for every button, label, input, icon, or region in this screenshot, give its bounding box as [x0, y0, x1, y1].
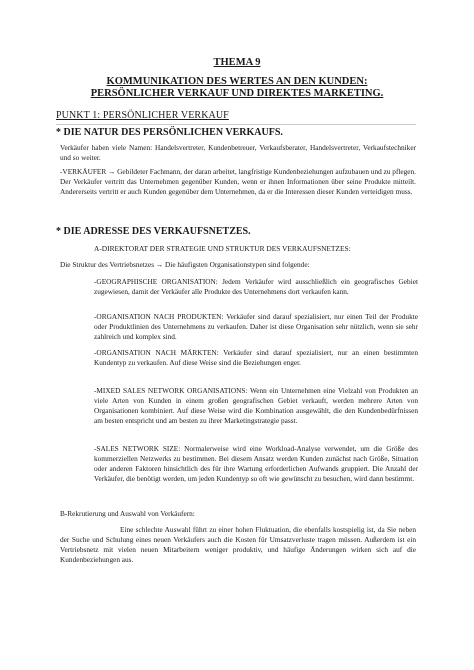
- section-heading-adresse: * DIE ADRESSE DES VERKAUFSNETZES.: [56, 226, 251, 237]
- paragraph-verkaeufer: -VERKÄUFER → Gebildeter Fachmann, der daran arbeitet, langfristige Kundenbeziehungen aufzubauen und zu pflegen. Der Verkäufer vertritt das Unternehmen gegenüber Kunden, wenn er ihnen Informationen über seine Produkte mitteilt. Andererseits vertritt er auch Kunden gegenüber dem Unternehmen, da er die Interessen dieser Kunden verteidigen muss.: [60, 167, 417, 197]
- paragraph-names: Verkäufer haben viele Namen: Handelsvertreter, Kundenbetreuer, Verkaufsberater, Handelsvertreter, Verkaufstechniker und so weiter.: [60, 143, 416, 163]
- subheading-a: A-DIREKTORAT DER STRATEGIE UND STRUKTUR DES VERKAUFSNETZES:: [94, 244, 351, 253]
- subheading-b: B-Rekrutierung und Auswahl von Verkäufern:: [60, 509, 195, 518]
- paragraph-maerkte: -ORGANISATION NACH MÄRKTEN: Verkäufer sind darauf spezialisiert, nur an einen bestimmten Kundentyp zu verkaufen. Auf diese Weise sind die Beziehungen enger.: [94, 348, 418, 368]
- paragraph-mixed: -MIXED SALES NETWORK ORGANISATIONS: Wenn ein Unternehmen eine Vielzahl von Produkten an viele Arten von Kunden in einem großen geografischen Gebiet verkauft, werden mehrere Arten von Organisationen kombiniert. Auf diese Weise wird die Kombination ausgewählt, die den Kundenbedürfnissen am besten entspricht und am besten zu ihrer Marketingstrategie passt.: [94, 386, 418, 426]
- paragraph-geographisch: -GEOGRAPHISCHE ORGANISATION: Jedem Verkäufer wird ausschließlich ein geografisches Gebiet zugewiesen, damit der Verkäufer alle Produkte des Unternehmens dort verkaufen kann.: [94, 277, 418, 297]
- paragraph-size: -SALES NETWORK SIZE: Normalerweise wird eine Workload-Analyse verwendet, um die Größe des kommerziellen Netzwerks zu bestimmen. Bei diesem Ansatz werden Kunden zunächst nach Größe, Situation oder anderen Faktoren hinsichtlich des für ihre Wartung erforderlichen Aufwands gruppiert. Die Anzahl der Verkäufer, die benötigt werden, um jeden Kundentyp so oft wie gewünscht zu besuchen, wird dann bestimmt.: [94, 444, 418, 484]
- divider: [56, 124, 416, 125]
- document-subtitle: KOMMUNIKATION DES WERTES AN DEN KUNDEN: PERSÖNLICHER VERKAUF UND DIREKTES MARKETING.: [90, 76, 384, 99]
- paragraph-struktur: Die Struktur des Vertriebsnetzes → Die häufigsten Organisationstypen sind folgende:: [60, 260, 310, 269]
- section-heading-natur: * DIE NATUR DES PERSÖNLICHEN VERKAUFS.: [56, 127, 283, 138]
- paragraph-produkte: -ORGANISATION NACH PRODUKTEN: Verkäufer sind darauf spezialisiert, nur einen Teil der Produkte oder Produktlinien des Unternehmens zu verkaufen. Daher ist diese Organisation sehr nützlich, wenn sie sehr zahlreich und komplex sind.: [94, 312, 418, 342]
- punkt-heading: PUNKT 1: PERSÖNLICHER VERKAUF: [56, 110, 229, 121]
- paragraph-rekrutierung: Eine schlechte Auswahl führt zu einer hohen Fluktuation, die ebenfalls kostspielig ist, da Sie neben der Suche und Schulung eines neuen Verkäufers auch die Kosten für Umsatzverluste tragen müssen. Außerdem ist ein Vertriebsnetz mit vielen neuen Mitarbeitern weniger produktiv, und häufige Änderungen wirken sich auf die Kundenbeziehungen aus.: [60, 525, 416, 565]
- document-title: THEMA 9: [213, 57, 261, 68]
